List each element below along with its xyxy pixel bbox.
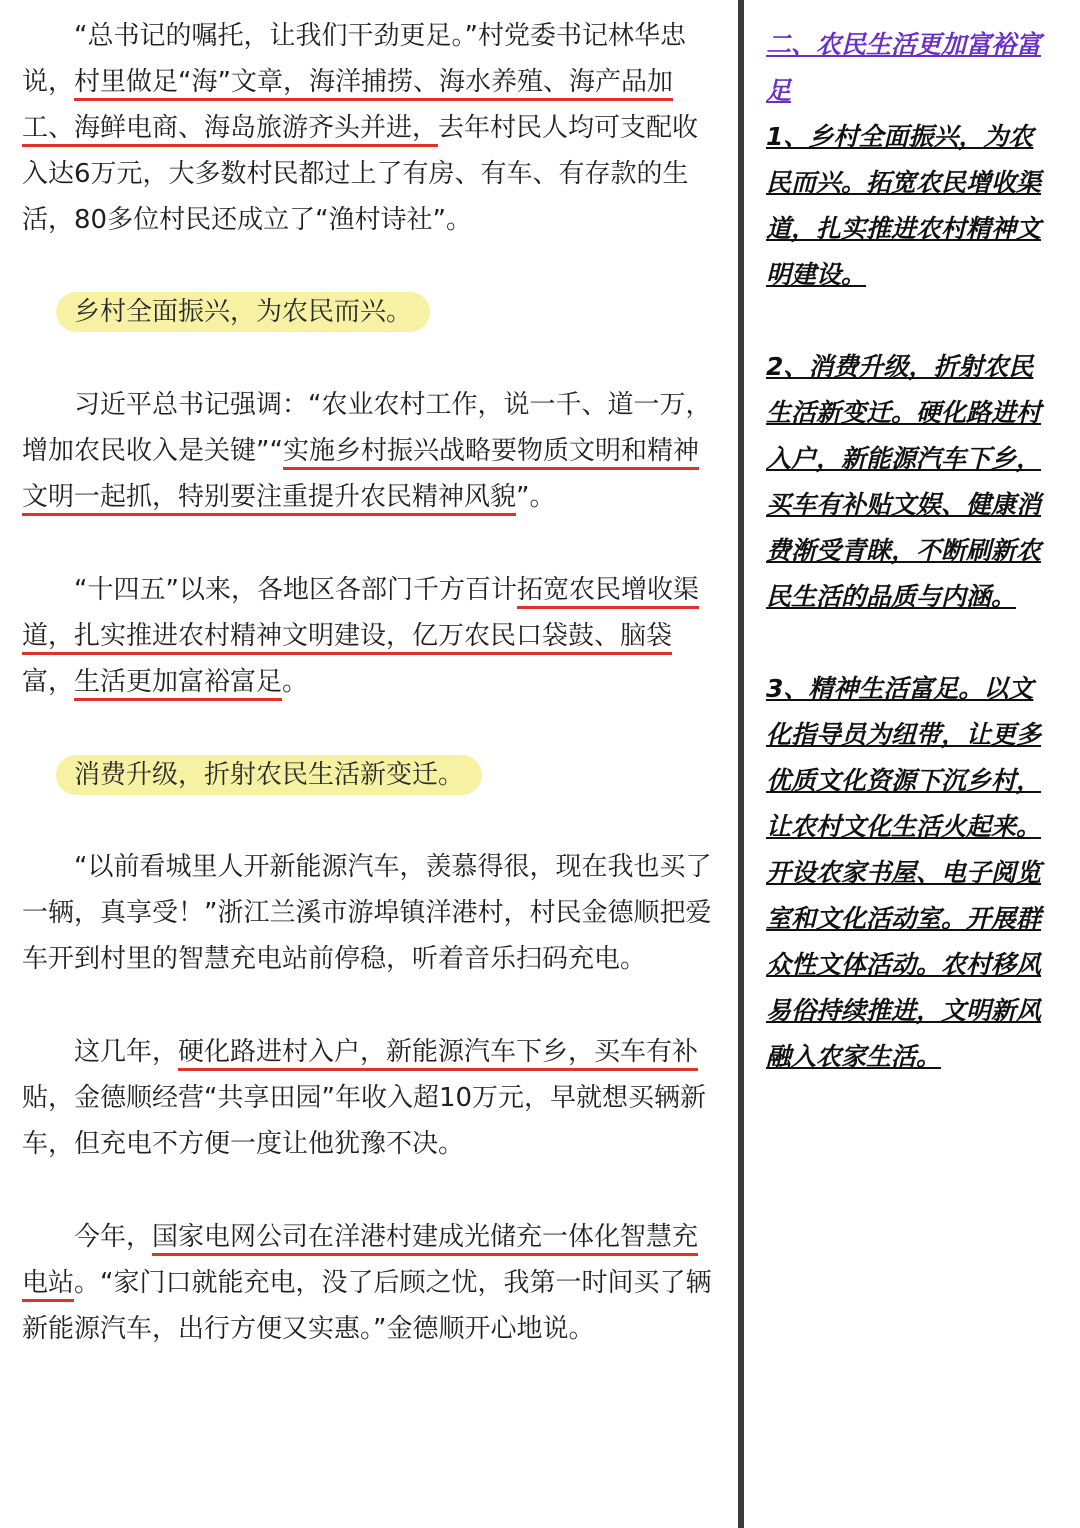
article-paragraph-1: “总书记的嘱托，让我们干劲更足。”村党委书记林华忠 说，村里做足“海”文章，海洋捕捞、海水养殖、海产品加 工、海鲜电商、海岛旅游齐头并进，去年村民人均可支配收 入达6万元，大多数村民都过上了有房、有车、有存款的生 活，80多位村民还成立了“渔村诗社”。 <box>22 21 699 235</box>
article-paragraph-6: 今年，国家电网公司在洋港村建成光储充一体化智慧充 电站。“家门口就能充电，没了后顾之忧，我第一时间买了辆 新能源汽车，出行方便又实惠。”金德顺开心地说。 <box>22 1222 712 1344</box>
article-paragraph-4: “以前看城里人开新能源汽车，羡慕得很，现在我也买了 一辆，真享受！”浙江兰溪市游埠镇洋港村，村民金德顺把爱 车开到村里的智慧充电站前停稳，听着音乐扫码充电。 <box>22 852 712 974</box>
underline-income-channels: 拓宽农民增收渠 <box>517 575 699 609</box>
sidebar-title: 二、农民生活更加富裕富 足 <box>766 30 1042 105</box>
underline-charging-station: 国家电网公司在洋港村建成光储充一体化智慧充 <box>152 1222 698 1256</box>
sidebar-item-3: 3、精神生活富足。以文 化指导员为纽带，让更多 优质文化资源下沉乡村， 让农村文化生活火起来。 开设农家书屋、电子阅览 室和文化活动室。开展群 众性文体活动。农村移风 易俗持续推进，文明新风 融入农家生活。 <box>766 674 1042 1071</box>
column-divider <box>738 0 744 1528</box>
sidebar-item-1: 1、乡村全面振兴，为农 民而兴。拓宽农民增收渠 道，扎实推进农村精神文 明建设。 <box>766 122 1042 289</box>
article-paragraph-2: 习近平总书记强调：“农业农村工作，说一千、道一万， 增加农民收入是关键”“实施乡村振兴战略要物质文明和精神 文明一起抓，特别要注重提升农民精神风貌”。 <box>22 382 722 520</box>
underline-strategy: 实施乡村振兴战略要物质文明和精神 <box>283 436 699 470</box>
underline-sea-industries: 村里做足“海”文章，海洋捕捞、海水养殖、海产品加 <box>74 67 673 101</box>
summary-sidebar <box>766 22 1066 1080</box>
sidebar-item-2: 2、消费升级，折射农民 生活新变迁。硬化路进村 入户，新能源汽车下乡， 买车有补贴文娱、健康消 费渐受青睐，不断刷新农 民生活的品质与内涵。 <box>766 352 1042 611</box>
highlighted-heading-rural-revitalization: 乡村全面振兴，为农民而兴。 <box>56 292 430 332</box>
article-paragraph-5: 这几年，硬化路进村入户，新能源汽车下乡，买车有补 贴，金德顺经营“共享田园”年收入超10万元，早就想买辆新 车，但充电不方便一度让他犹豫不决。 <box>22 1037 707 1159</box>
article-paragraph-3: “十四五”以来，各地区各部门千方百计拓宽农民增收渠 道，扎实推进农村精神文明建设，亿万农民口袋鼓、脑袋 富，生活更加富裕富足。 <box>22 567 722 705</box>
underline-roads-and-ev: 硬化路进村入户，新能源汽车下乡，买车有补 <box>178 1037 698 1071</box>
highlighted-heading-consumption-upgrade: 消费升级，折射农民生活新变迁。 <box>56 755 482 795</box>
